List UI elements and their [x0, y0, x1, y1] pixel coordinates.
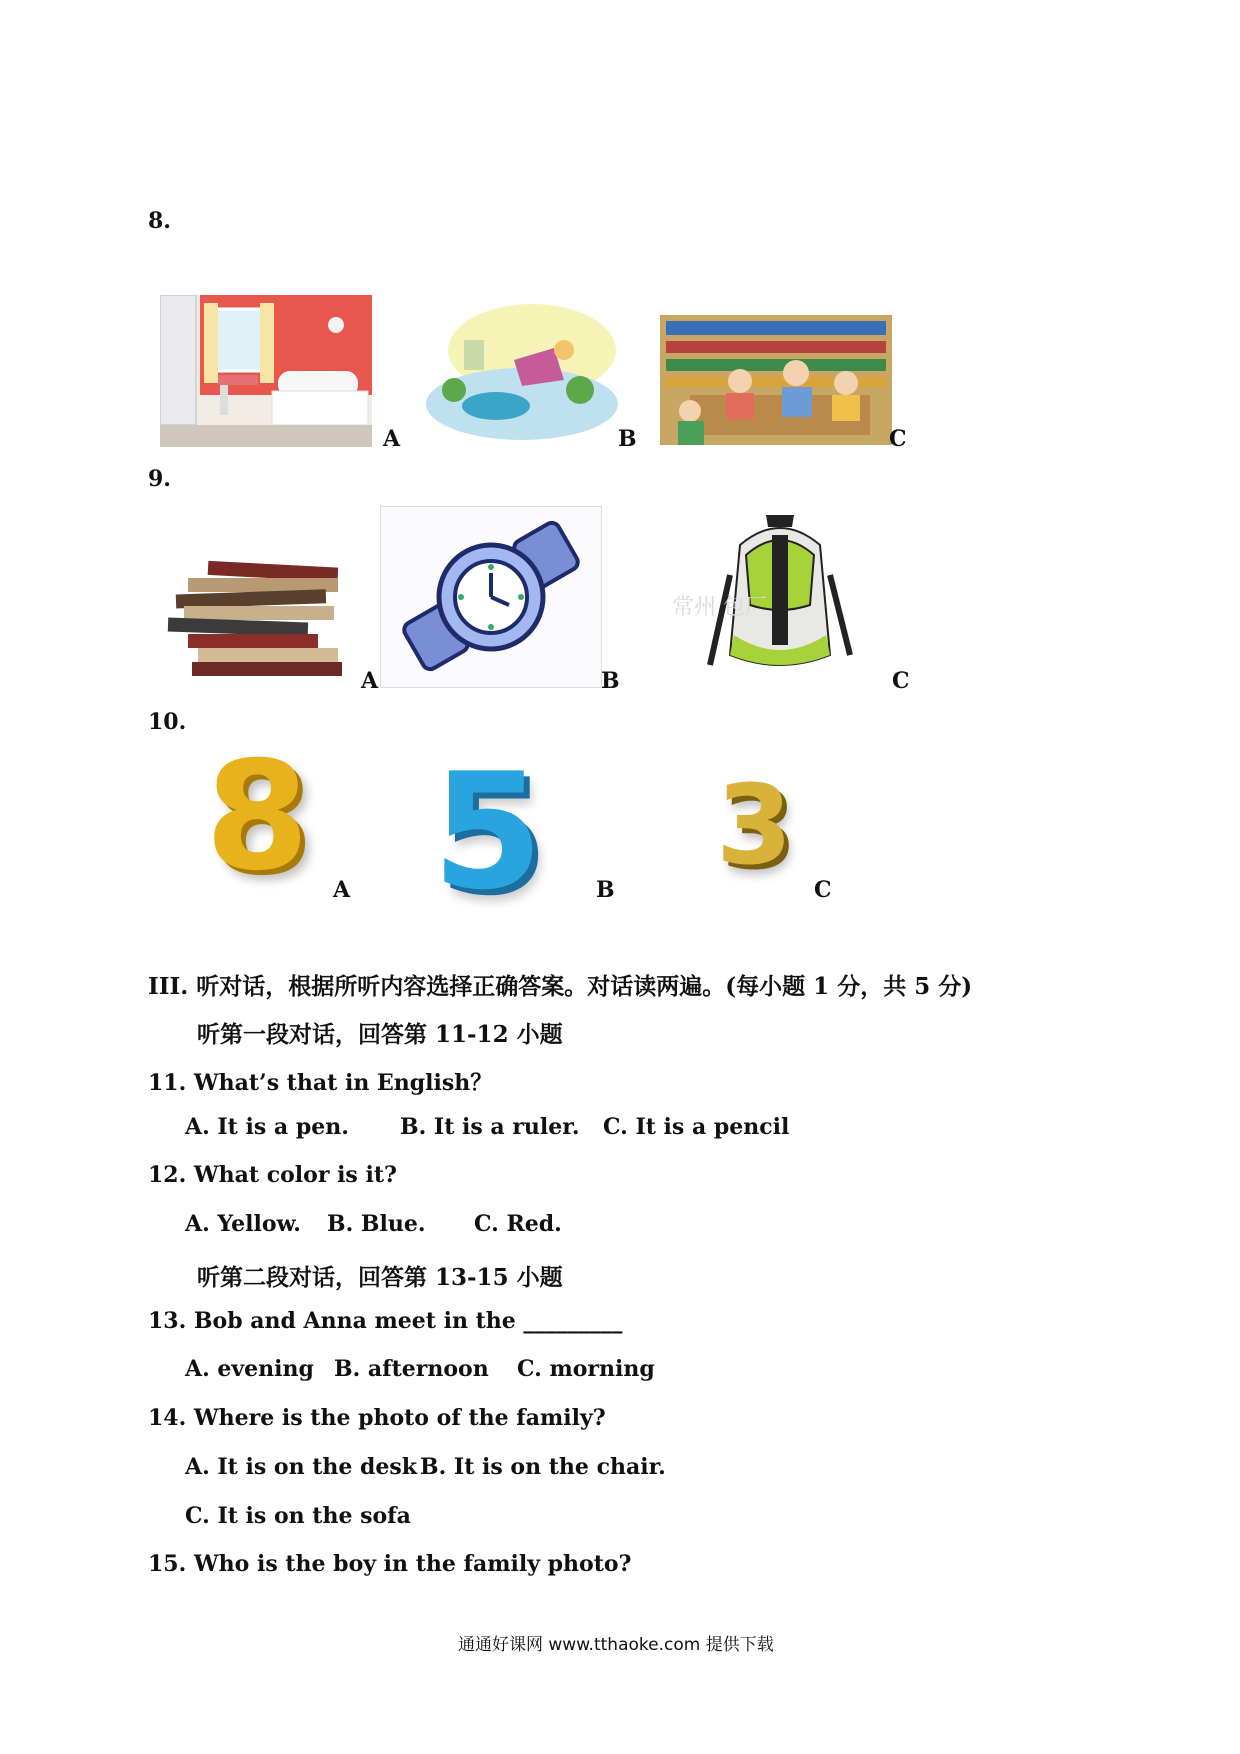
- q12-option-b: B. Blue.: [327, 1211, 426, 1237]
- dialogue-1-instruction: 听第一段对话，回答第 11-12 小题: [197, 1021, 563, 1048]
- question-11: 11. What’s that in English？: [148, 1070, 493, 1096]
- q9-option-a-label: A: [361, 668, 379, 694]
- q14-option-a: A. It is on the desk: [185, 1454, 418, 1480]
- q10-option-a-label: A: [333, 877, 351, 903]
- park-picture: [424, 300, 620, 446]
- q12-option-c: C. Red.: [474, 1211, 562, 1237]
- q12-option-a: A. Yellow.: [185, 1211, 301, 1237]
- digit-five-picture: 5: [432, 738, 544, 925]
- bedroom-picture: [160, 295, 372, 447]
- watch-picture: [380, 506, 602, 688]
- question-14: 14. Where is the photo of the family?: [148, 1405, 606, 1431]
- question-13: 13. Bob and Anna meet in the _________: [148, 1308, 623, 1334]
- question-10-number: 10.: [148, 709, 187, 735]
- dialogue-2-instruction: 听第二段对话，回答第 13-15 小题: [197, 1264, 563, 1291]
- library-picture: [660, 315, 892, 445]
- q8-option-c-label: C: [889, 426, 907, 452]
- digit-eight-picture: 8: [205, 730, 310, 904]
- books-picture: [148, 540, 360, 686]
- question-8-number: 8.: [148, 208, 171, 234]
- q8-option-b-label: B: [618, 426, 637, 452]
- q14-option-c: C. It is on the sofa: [185, 1503, 411, 1529]
- q10-option-c-label: C: [814, 877, 832, 903]
- q11-option-b: B. It is a ruler.: [400, 1114, 580, 1140]
- q13-option-b: B. afternoon: [334, 1356, 489, 1382]
- question-12: 12. What color is it?: [148, 1162, 397, 1188]
- q14-option-b: B. It is on the chair.: [420, 1454, 666, 1480]
- q13-option-a: A. evening: [185, 1356, 314, 1382]
- section-3-heading: III. 听对话，根据所听内容选择正确答案。对话读两遍。(每小题 1 分，共 5 分): [148, 973, 973, 1000]
- q8-option-a-label: A: [383, 426, 401, 452]
- digit-three-picture: 3: [716, 761, 793, 889]
- q9-option-c-label: C: [892, 668, 910, 694]
- question-9-number: 9.: [148, 466, 171, 492]
- page-footer: 通通好课网 www.tthaoke.com 提供下载: [458, 1635, 774, 1655]
- backpack-watermark: 常州 包厂: [672, 595, 767, 620]
- q11-option-c: C. It is a pencil: [603, 1114, 790, 1140]
- q13-option-c: C. morning: [517, 1356, 655, 1382]
- q9-option-b-label: B: [601, 668, 620, 694]
- q10-option-b-label: B: [596, 877, 615, 903]
- q11-option-a: A. It is a pen.: [185, 1114, 349, 1140]
- question-15: 15. Who is the boy in the family photo?: [148, 1551, 632, 1577]
